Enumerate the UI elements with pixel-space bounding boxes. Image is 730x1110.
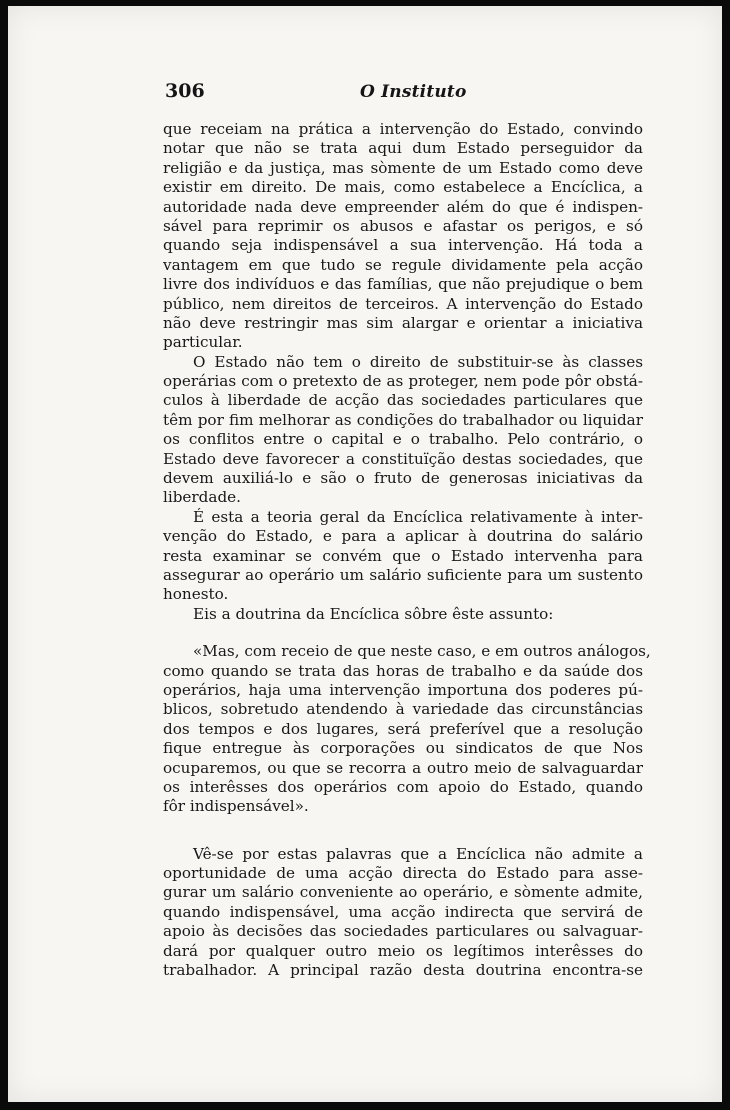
running-title: O Instituto xyxy=(360,82,467,102)
book-page xyxy=(8,6,722,1102)
text-line: É esta a teoria geral da Encíclica relativamente à inter- xyxy=(193,507,643,526)
page-number: 306 xyxy=(165,80,205,102)
text-line: «Mas, com receio de que neste caso, e em outros análogos, xyxy=(193,642,651,661)
text-line: autoridade nada deve empreender além do que é indispen- xyxy=(163,197,643,216)
text-line: venção do Estado, e para a aplicar à doutrina do salário xyxy=(163,527,643,546)
paragraph-1 xyxy=(163,120,643,353)
text-line: como quando se trata das horas de trabalho e da saúde dos xyxy=(163,661,643,680)
text-line: têm por fim melhorar as condições do trabalhador ou liquidar xyxy=(163,410,643,429)
text-line: Vê-se por estas palavras que a Encíclica não admite a xyxy=(193,844,643,863)
text-line: apoio às decisões das sociedades particulares ou salvaguar- xyxy=(163,922,643,941)
text-line: dos tempos e dos lugares, será preferível que a resolução xyxy=(163,719,643,738)
text-line: não deve restringir mas sim alargar e orientar a iniciativa xyxy=(163,313,643,332)
page-header xyxy=(165,80,643,110)
text-line: quando indispensável, uma acção indirecta que servirá de xyxy=(163,902,643,921)
text-line: sável para reprimir os abusos e afastar os perigos, e só xyxy=(163,216,643,235)
text-line: quando seja indispensável a sua intervenção. Há toda a xyxy=(163,236,643,255)
text-line: Eis a doutrina da Encíclica sôbre êste assunto: xyxy=(193,604,554,623)
text-line: blicos, sobretudo atendendo à variedade das circunstâncias xyxy=(163,700,643,719)
text-line: assegurar ao operário um salário suficiente para um sustento xyxy=(163,565,643,584)
text-line: religião e da justiça, mas sòmente de um Estado como deve xyxy=(163,158,643,177)
paragraph-5 xyxy=(163,845,643,981)
text-line: operárias com o pretexto de as proteger, nem pode pôr obstá- xyxy=(163,372,643,391)
text-line: gurar um salário conveniente ao operário, e sòmente admite, xyxy=(163,883,643,902)
text-line: os conflitos entre o capital e o trabalho. Pelo contrário, o xyxy=(163,430,643,449)
text-line: dará por qualquer outro meio os legítimos interêsses do xyxy=(163,941,643,960)
text-line: os interêsses dos operários com apoio do Estado, quando xyxy=(163,777,643,796)
text-line: Estado deve favorecer a constituïção destas sociedades, que xyxy=(163,449,643,468)
text-line: existir em direito. De mais, como estabelece a Encíclica, a xyxy=(163,178,643,197)
text-line: notar que não se trata aqui dum Estado perseguidor da xyxy=(163,139,643,158)
spacer xyxy=(163,817,643,845)
page-body xyxy=(163,120,651,980)
paragraph-2 xyxy=(163,353,643,508)
text-line: trabalhador. A principal razão desta doutrina encontra-se xyxy=(163,961,643,980)
paragraph-3 xyxy=(163,508,643,605)
paragraph-4 xyxy=(163,605,643,624)
text-line: liberdade. xyxy=(163,488,241,507)
text-line: operários, haja uma intervenção importuna dos poderes pú- xyxy=(163,680,643,699)
text-line: culos à liberdade de acção das sociedades particulares que xyxy=(163,391,643,410)
text-line: vantagem em que tudo se regule dividamente pela acção xyxy=(163,255,643,274)
text-line: oportunidade de uma acção directa do Estado para asse- xyxy=(163,864,643,883)
text-line: devem auxiliá-lo e são o fruto de generosas iniciativas da xyxy=(163,469,643,488)
text-line: O Estado não tem o direito de substituir-se às classes xyxy=(193,352,643,371)
text-line: público, nem direitos de terceiros. A intervenção do Estado xyxy=(163,294,643,313)
text-line: que receiam na prática a intervenção do Estado, convindo xyxy=(163,120,643,138)
text-line: honesto. xyxy=(163,585,229,604)
text-line: resta examinar se convém que o Estado intervenha para xyxy=(163,546,643,565)
text-line: particular. xyxy=(163,333,243,352)
text-line: fôr indispensável». xyxy=(163,797,309,816)
text-line: fique entregue às corporações ou sindicatos de que Nos xyxy=(163,739,643,758)
text-line: ocuparemos, ou que se recorra a outro meio de salvaguardar xyxy=(163,758,643,777)
spacer xyxy=(163,624,643,642)
text-line: livre dos indivíduos e das famílias, que não prejudique o bem xyxy=(163,275,643,294)
encyclical-quote xyxy=(163,642,651,817)
